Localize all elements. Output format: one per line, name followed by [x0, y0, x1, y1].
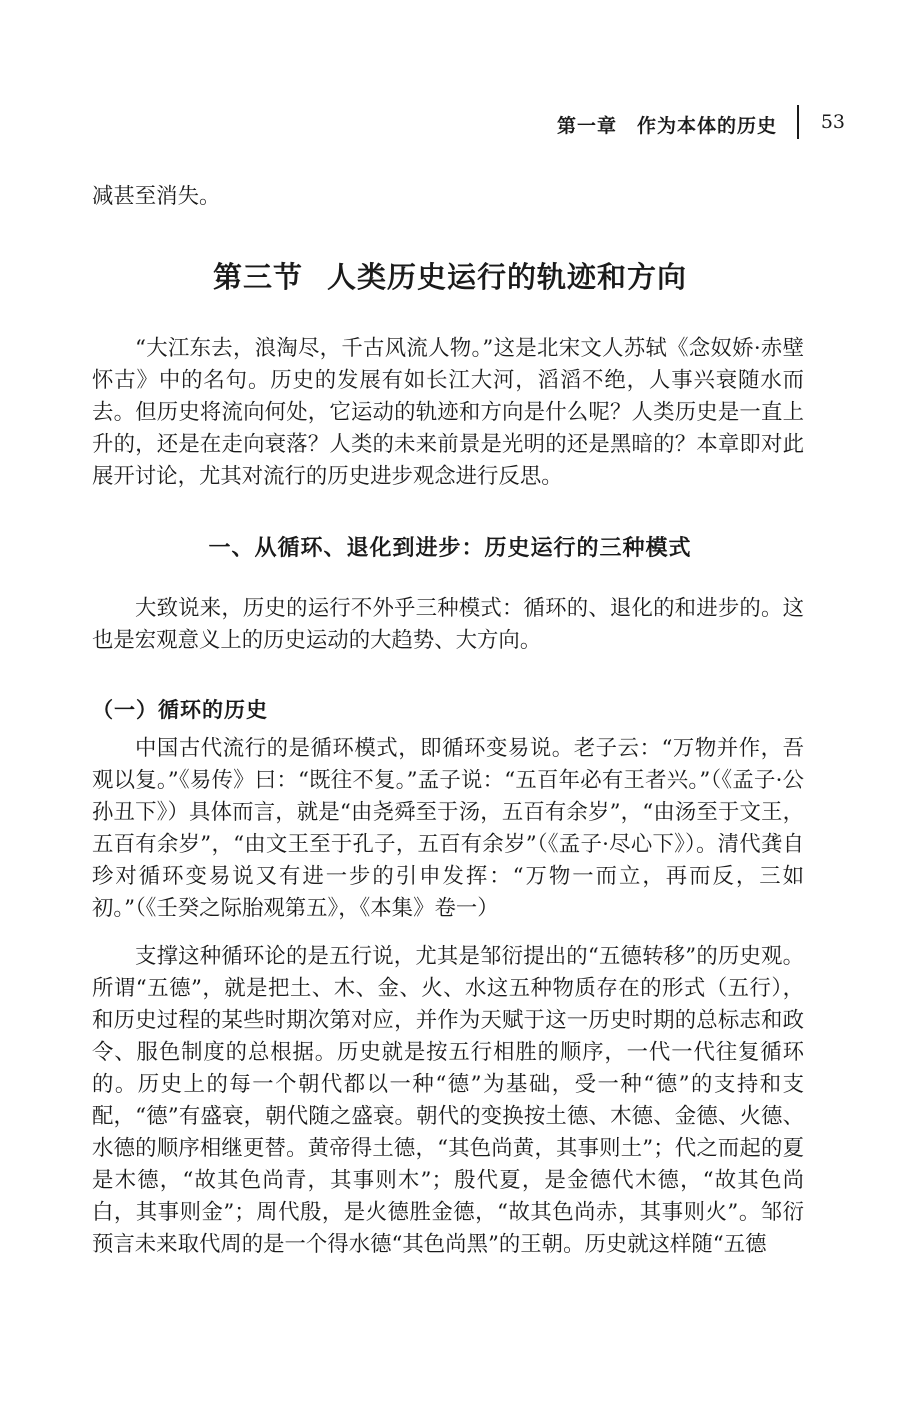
section-name: 人类历史运行的轨迹和方向 [327, 260, 688, 294]
subsection-title: 一、从循环、退化到进步：历史运行的三种模式 [208, 536, 692, 561]
section-label: 第三节 [212, 260, 303, 294]
section-title [0, 255, 900, 296]
header-divider [797, 105, 799, 139]
running-title: 第一章 作为本体的历史 [556, 115, 777, 137]
sub-subsection-title: （一）循环的历史 [92, 697, 268, 722]
page-header [500, 105, 845, 139]
page-number: 53 [820, 111, 845, 133]
carryover-text: 减甚至消失。 [92, 184, 221, 209]
intro-paragraph: “大江东去，浪淘尽，千古风流人物。”这是北宋文人苏轼《念奴娇·赤壁怀古》中的名句。历史的发展有如长江大河，滔滔不绝，人事兴衰随水而去。但历史将流向何处，它运动的轨迹和方向是什么呢？人类历史是一直上升的，还是在走向衰落？人类的未来前景是光明的还是黑暗的？本章即对此展开讨论，尤其对流行的历史进步观念进行反思。 [92, 336, 804, 489]
cycle-paragraph: 中国古代流行的是循环模式，即循环变易说。老子云：“万物并作，吾观以复。”《易传》曰：“既往不复。”孟子说：“五百年必有王者兴。”（《孟子·公孙丑下》）具体而言，就是“由尧舜至于汤，五百有余岁”，“由汤至于文王，五百有余岁”，“由文王至于孔子，五百有余岁”（《孟子·尽心下》）。清代龚自珍对循环变易说又有进一步的引申发挥：“万物一而立，再而反，三如初。”（《壬癸之际胎观第五》，《本集》卷一） [92, 736, 804, 921]
five-virtues-paragraph: 支撑这种循环论的是五行说，尤其是邹衍提出的“五德转移”的历史观。所谓“五德”，就是把土、木、金、火、水这五种物质存在的形式（五行），和历史过程的某些时期次第对应，并作为天赋于这一历史时期的总标志和政令、服色制度的总根据。历史就是按五行相胜的顺序，一代一代往复循环的。历史上的每一个朝代都以一种“德”为基础，受一种“德”的支持和支配，“德”有盛衰，朝代随之盛衰。朝代的变换按土德、木德、金德、火德、水德的顺序相继更替。黄帝得土德，“其色尚黄，其事则土”；代之而起的夏是木德，“故其色尚青，其事则木”；殷代夏，是金德代木德，“故其色尚白，其事则金”；周代殷，是火德胜金德，“故其色尚赤，其事则火”。邹衍预言未来取代周的是一个得水德“其色尚黑”的王朝。历史就这样随“五德 [92, 944, 804, 1257]
overview-paragraph: 大致说来，历史的运行不外乎三种模式：循环的、退化的和进步的。这也是宏观意义上的历史运动的大趋势、大方向。 [92, 596, 804, 653]
